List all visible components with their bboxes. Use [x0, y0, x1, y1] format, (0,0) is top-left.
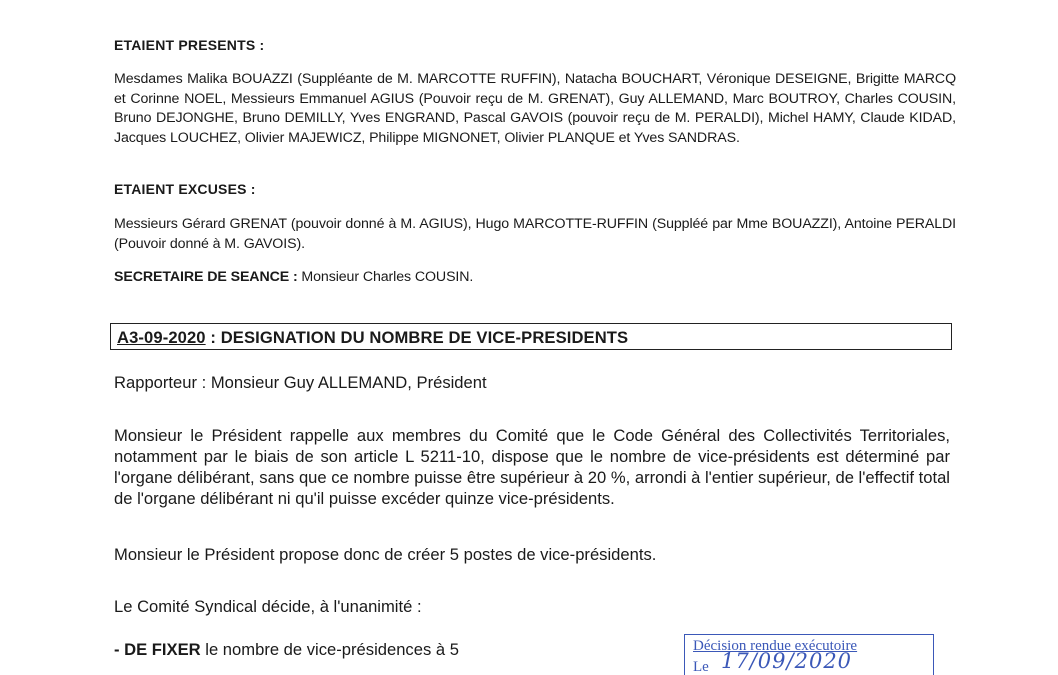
section-title: [117, 328, 628, 348]
section-separator: :: [205, 328, 221, 347]
section-title-box: [110, 323, 952, 350]
excuses-heading: ETAIENT EXCUSES :: [114, 181, 256, 197]
body-paragraph-2: Monsieur le Président propose donc de créer 5 postes de vice-présidents.: [114, 545, 657, 564]
executory-stamp: [684, 634, 934, 675]
excuses-list: Messieurs Gérard GRENAT (pouvoir donné à M. AGIUS), Hugo MARCOTTE-RUFFIN (Suppléé par Mme BOUAZZI), Antoine PERALDI (Pouvoir donné à M. GAVOIS).: [114, 216, 956, 252]
decision-text: le nombre de vice-présidences à 5: [200, 640, 459, 659]
section-title-text: DESIGNATION DU NOMBRE DE VICE-PRESIDENTS: [220, 328, 629, 347]
body-paragraph-1: Monsieur le Président rappelle aux membres du Comité que le Code Général des Collectivités Territoriales, notamment par le biais de son article L 5211-10, dispose que le nombre de vice-présidents est déterminé par l'organe délibérant, sans que ce nombre puisse être supérieur à 20 %, arrondi à l'entier supérieur, de l'effectif total de l'organe délibérant ni qu'il puisse excéder quinze vice-présidents.: [114, 426, 950, 508]
presents-heading: ETAIENT PRESENTS :: [114, 37, 265, 53]
section-code: A3-09-2020: [117, 328, 206, 347]
secretaire-name: Monsieur Charles COUSIN.: [301, 269, 474, 285]
stamp-date-label: Le: [693, 659, 709, 675]
stamp-title: Décision rendue exécutoire: [693, 638, 858, 654]
presents-list: Mesdames Malika BOUAZZI (Suppléante de M. MARCOTTE RUFFIN), Natacha BOUCHART, Véronique DESEIGNE, Brigitte MARCQ et Corinne NOEL, Messieurs Emmanuel AGIUS (Pouvoir reçu de M. GRENAT), Guy ALLEMAND, Marc BOUTROY, Charles COUSIN, Bruno DEJONGHE, Bruno DEMILLY, Yves ENGRAND, Pascal GAVOIS (pouvoir reçu de M. PERALDI), Michel HAMY, Claude KIDAD, Jacques LOUCHEZ, Olivier MAJEWICZ, Philippe MIGNONET, Olivier PLANQUE et Yves SANDRAS.: [114, 71, 956, 146]
stamp-date-handwritten: 17/09/2020: [721, 649, 853, 673]
secretaire-line: [114, 268, 956, 288]
decision-keyword: - DE FIXER: [114, 640, 201, 659]
secretaire-label: SECRETAIRE DE SEANCE :: [114, 269, 298, 285]
decision-intro: Le Comité Syndical décide, à l'unanimité :: [114, 597, 422, 616]
rapporteur-line: Rapporteur : Monsieur Guy ALLEMAND, Président: [114, 373, 487, 392]
